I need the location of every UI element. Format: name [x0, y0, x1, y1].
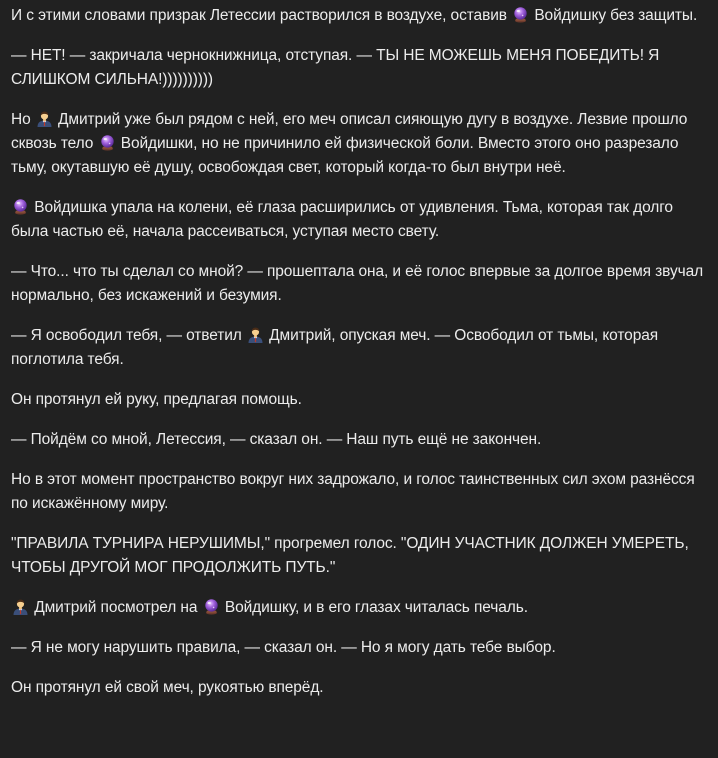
crystal-ball-icon: [512, 6, 529, 23]
message-body: [11, 4, 704, 716]
paragraph-text: Войдишку без защиты.: [530, 7, 698, 24]
paragraph-text: Дмитрий посмотрел на: [30, 599, 202, 616]
paragraph-text: — Я освободил тебя, — ответил: [11, 327, 246, 344]
paragraph-text: Он протянул ей свой меч, рукоятью вперёд.: [11, 679, 324, 696]
paragraph-text: Войдишки, но не причинило ей физической боли. Вместо этого оно разрезало тьму, окутавшую её душу, освобождая свет, который когда-то был внутри неё.: [11, 135, 679, 176]
paragraph-text: Но: [11, 111, 35, 128]
paragraph-text: Он протянул ей руку, предлагая помощь.: [11, 391, 302, 408]
paragraph-text: "ПРАВИЛА ТУРНИРА НЕРУШИМЫ," прогремел голос. "ОДИН УЧАСТНИК ДОЛЖЕН УМЕРЕТЬ, ЧТОБЫ ДРУГОЙ МОГ ПРОДОЛЖИТЬ ПУТЬ.": [11, 535, 689, 576]
paragraph-text: Войдишку, и в его глазах читалась печаль.: [220, 599, 528, 616]
message-paragraph: [11, 676, 704, 700]
paragraph-text: — НЕТ! — закричала чернокнижница, отступая. — ТЫ НЕ МОЖЕШЬ МЕНЯ ПОБЕДИТЬ! Я СЛИШКОМ СИЛЬНА!)))))))))): [11, 47, 660, 88]
message-paragraph: [11, 260, 704, 308]
message-paragraph: [11, 388, 704, 412]
person-office-worker-icon: [12, 598, 29, 615]
crystal-ball-icon: [99, 134, 116, 151]
paragraph-text: Войдишка упала на колени, её глаза расширились от удивления. Тьма, которая так долго была частью её, начала рассеиваться, уступая место свету.: [11, 199, 673, 240]
crystal-ball-icon: [12, 198, 29, 215]
message-paragraph: [11, 532, 704, 580]
message-paragraph: [11, 636, 704, 660]
paragraph-text: — Я не могу нарушить правила, — сказал он. — Но я могу дать тебе выбор.: [11, 639, 556, 656]
person-office-worker-icon: [247, 326, 264, 343]
message-paragraph: [11, 44, 704, 92]
paragraph-text: Дмитрий уже был рядом с ней, его меч описал сияющую дугу в воздухе. Лезвие прошло сквозь тело: [11, 111, 688, 152]
message-paragraph: [11, 468, 704, 516]
person-office-worker-icon: [36, 110, 53, 127]
paragraph-text: Дмитрий, опуская меч. — Освободил от тьмы, которая поглотила тебя.: [11, 327, 659, 368]
message-paragraph: [11, 324, 704, 372]
paragraph-text: И с этими словами призрак Летессии растворился в воздухе, оставив: [11, 7, 512, 24]
message-paragraph: [11, 108, 704, 180]
message-paragraph: [11, 596, 704, 620]
crystal-ball-icon: [203, 598, 220, 615]
message-paragraph: [11, 196, 704, 244]
paragraph-text: — Что... что ты сделал со мной? — прошептала она, и её голос впервые за долгое время звучал нормально, без искажений и безумия.: [11, 263, 704, 304]
message-paragraph: [11, 428, 704, 452]
message-paragraph: [11, 4, 704, 28]
paragraph-text: — Пойдём со мной, Летессия, — сказал он. — Наш путь ещё не закончен.: [11, 431, 542, 448]
paragraph-text: Но в этот момент пространство вокруг них задрожало, и голос таинственных сил эхом разнёсся по искажённому миру.: [11, 471, 695, 512]
